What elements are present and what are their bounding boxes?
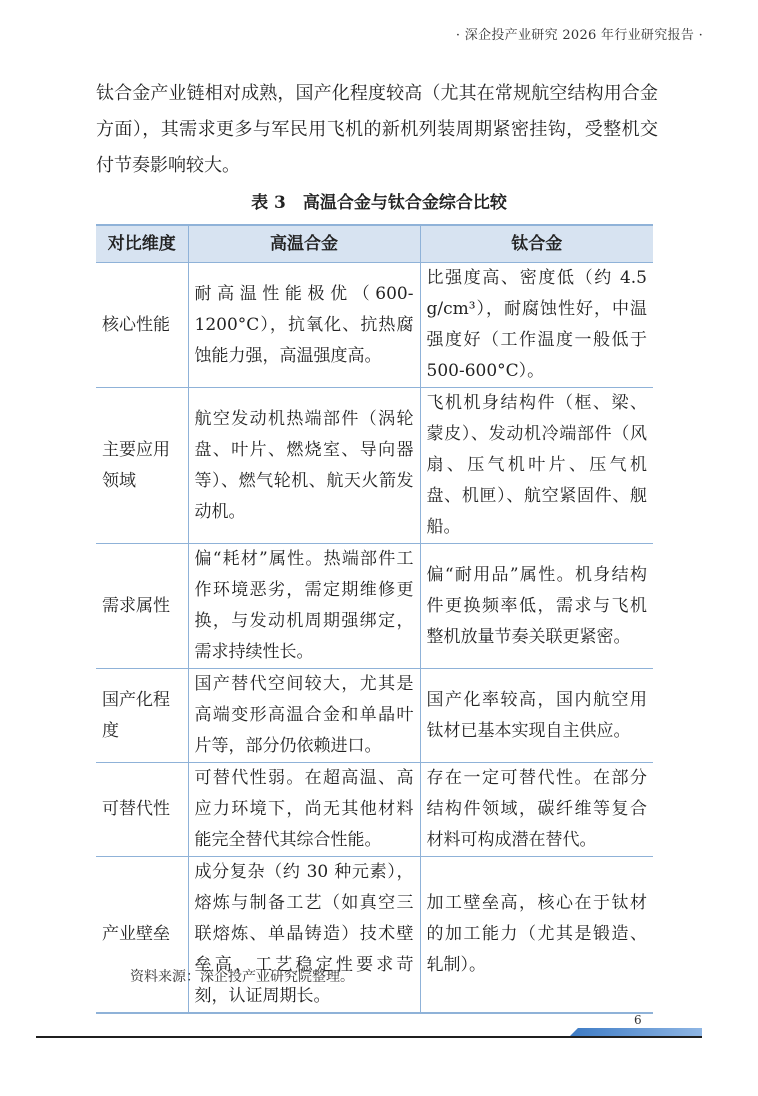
table-row — [96, 763, 653, 857]
row-titanium: 存在一定可替代性。在部分结构件领域，碳纤维等复合材料可构成潜在替代。 — [420, 763, 653, 857]
table-header-row — [96, 225, 653, 263]
row-dimension: 国产化程度 — [96, 669, 188, 763]
row-superalloy: 成分复杂（约 30 种元素），熔炼与制备工艺（如真空三联熔炼、单晶铸造）技术壁垒高，工艺稳定性要求苛刻，认证周期长。 — [188, 857, 420, 1014]
footer-rule — [36, 1036, 702, 1038]
running-header: · 深企投产业研究 2026 年行业研究报告 · — [455, 28, 703, 43]
row-superalloy: 偏“耗材”属性。热端部件工作环境恶劣，需定期维修更换，与发动机周期强绑定，需求持续性长。 — [188, 544, 420, 669]
intro-paragraph: 钛合金产业链相对成熟，国产化程度较高（尤其在常规航空结构用合金方面），其需求更多与军民用飞机的新机列装周期紧密挂钩，受整机交付节奏影响较大。 — [96, 83, 658, 176]
row-superalloy: 可替代性弱。在超高温、高应力环境下，尚无其他材料能完全替代其综合性能。 — [188, 763, 420, 857]
header-dimension: 对比维度 — [96, 225, 188, 263]
row-titanium: 偏“耐用品”属性。机身结构件更换频率低，需求与飞机整机放量节奏关联更紧密。 — [420, 544, 653, 669]
table-caption: 表 3 高温合金与钛合金综合比较 — [251, 193, 507, 213]
row-dimension: 主要应用领域 — [96, 388, 188, 544]
table-row — [96, 857, 653, 1014]
row-titanium: 飞机机身结构件（框、梁、蒙皮）、发动机冷端部件（风扇、压气机叶片、压气机盘、机匣）、航空紧固件、舰船。 — [420, 388, 653, 544]
table-row — [96, 544, 653, 669]
table-row — [96, 263, 653, 388]
row-superalloy: 耐高温性能极优（600-1200°C），抗氧化、抗热腐蚀能力强，高温强度高。 — [188, 263, 420, 388]
table-row — [96, 669, 653, 763]
row-titanium: 比强度高、密度低（约 4.5 g/cm³），耐腐蚀性好，中温强度好（工作温度一般低于 500-600°C）。 — [420, 263, 653, 388]
page-number: 6 — [634, 1013, 642, 1027]
row-dimension: 可替代性 — [96, 763, 188, 857]
header-superalloy: 高温合金 — [188, 225, 420, 263]
comparison-table — [96, 224, 653, 1014]
row-dimension: 产业壁垒 — [96, 857, 188, 1014]
row-superalloy: 航空发动机热端部件（涡轮盘、叶片、燃烧室、导向器等）、燃气轮机、航天火箭发动机。 — [188, 388, 420, 544]
row-dimension: 需求属性 — [96, 544, 188, 669]
row-titanium: 国产化率较高，国内航空用钛材已基本实现自主供应。 — [420, 669, 653, 763]
row-superalloy: 国产替代空间较大，尤其是高端变形高温合金和单晶叶片等，部分仍依赖进口。 — [188, 669, 420, 763]
row-titanium: 加工壁垒高，核心在于钛材的加工能力（尤其是锻造、轧制）。 — [420, 857, 653, 1014]
row-dimension: 核心性能 — [96, 263, 188, 388]
header-titanium: 钛合金 — [420, 225, 653, 263]
footer-accent-band — [570, 1028, 702, 1036]
source-note: 资料来源：深企投产业研究院整理。 — [130, 969, 354, 985]
table-row — [96, 388, 653, 544]
